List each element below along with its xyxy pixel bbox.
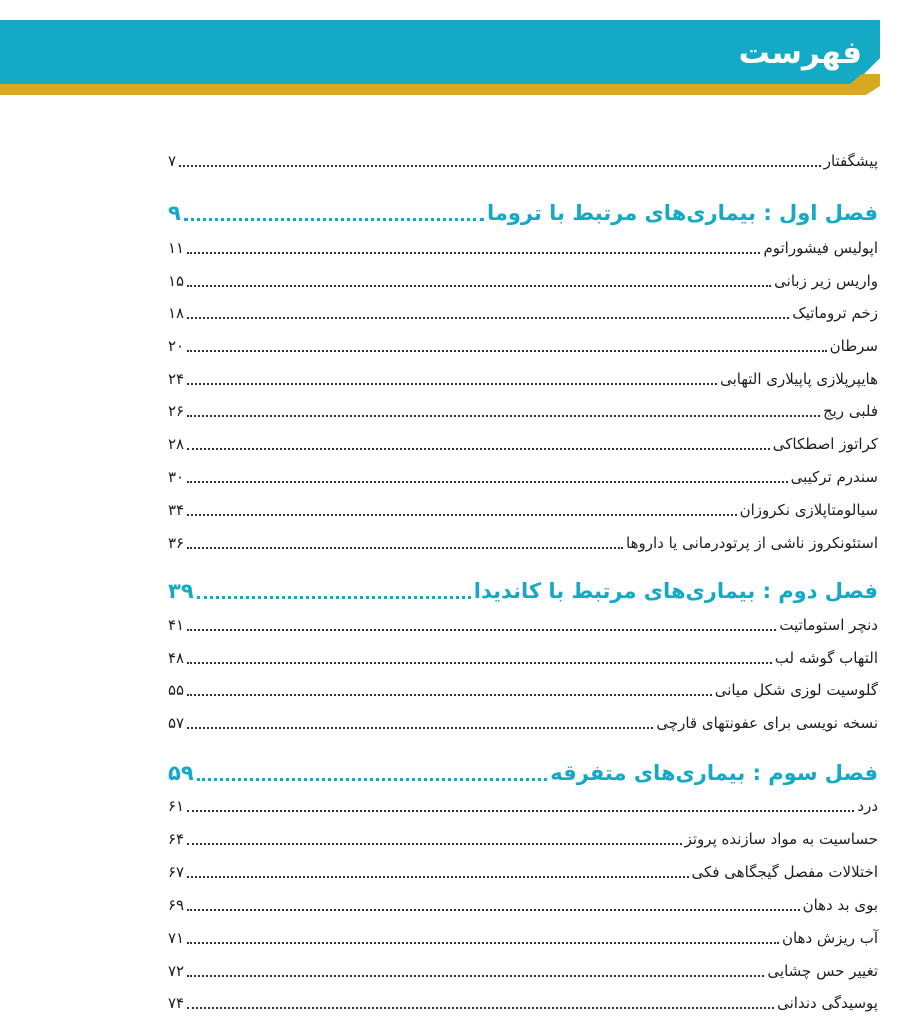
toc-page-number: ۲۴ xyxy=(168,370,185,388)
toc-leader-dots xyxy=(187,481,787,483)
toc-entry-label: درد xyxy=(857,797,878,815)
toc-entry[interactable] xyxy=(168,828,878,850)
toc-leader-dots xyxy=(187,285,771,287)
toc-page-number: ۴۱ xyxy=(168,616,185,634)
toc-page-number: ۵۷ xyxy=(168,714,185,732)
toc-leader-dots xyxy=(187,694,712,696)
toc-leader-dots xyxy=(187,975,764,977)
toc-page-number: ۳۰ xyxy=(168,468,185,486)
toc-entry[interactable] xyxy=(168,400,878,422)
toc-entry-label: پیشگفتار xyxy=(823,152,878,170)
toc-entry[interactable] xyxy=(168,433,878,455)
toc-chapter-3[interactable] xyxy=(168,758,878,788)
toc-entry-label: استئونکروز ناشی از پرتودرمانی یا داروها xyxy=(626,534,878,552)
toc-leader-dots xyxy=(187,252,760,254)
toc-entry[interactable] xyxy=(168,368,878,390)
toc-leader-dots xyxy=(187,629,776,631)
toc-leader-dots xyxy=(179,165,821,167)
toc-entry[interactable] xyxy=(168,679,878,701)
toc-leader-dots xyxy=(187,547,623,549)
toc-page-number: ۵۵ xyxy=(168,681,185,699)
toc-entry[interactable] xyxy=(168,237,878,259)
toc-page-number: ۷ xyxy=(168,152,177,170)
toc-leader-dots xyxy=(187,415,820,417)
chapter-title: فصل دوم : بیماری‌های مرتبط با کاندیدا xyxy=(473,579,878,603)
toc-leader-dots xyxy=(187,317,789,319)
toc-leader-dots xyxy=(187,514,736,516)
toc-entry-label: بوی بد دهان xyxy=(802,896,878,914)
toc-entry-label: حساسیت به مواد سازنده پروتز xyxy=(684,830,878,848)
toc-entry-label: هایپرپلازی پاپیلاری التهابی xyxy=(720,370,878,388)
toc-page-number: ۷۱ xyxy=(168,929,185,947)
toc-leader-dots xyxy=(187,350,827,352)
toc-entry[interactable] xyxy=(168,992,878,1014)
toc-leader-dots xyxy=(187,876,688,878)
toc-entry-label: سرطان xyxy=(829,337,878,355)
toc-entry[interactable] xyxy=(168,712,878,734)
chapter-page-number: ۹ xyxy=(168,201,181,225)
toc-leader-dots xyxy=(187,942,779,944)
toc-leader-dots xyxy=(187,727,653,729)
toc-entry-label: کراتوز اصطکاکی xyxy=(772,435,878,453)
toc-page-number: ۳۴ xyxy=(168,501,185,519)
toc-page-number: ۲۸ xyxy=(168,435,185,453)
chapter-page-number: ۳۹ xyxy=(168,579,194,603)
toc-page-number: ۷۴ xyxy=(168,994,185,1012)
toc-entry[interactable] xyxy=(168,499,878,521)
toc-page-number: ۶۷ xyxy=(168,863,185,881)
toc-page-number: ۱۱ xyxy=(168,239,185,257)
toc-leader-dots xyxy=(197,596,471,599)
toc-leader-dots xyxy=(187,448,770,450)
toc-page-number: ۲۰ xyxy=(168,337,185,355)
toc-entry[interactable] xyxy=(168,647,878,669)
toc-entry-label: نسخه نویسی برای عفونتهای قارچی xyxy=(656,714,878,732)
toc-entry[interactable] xyxy=(168,270,878,292)
toc-entry-label: دنچر استوماتیت xyxy=(779,616,878,634)
toc-entry-label: التهاب گوشه لب xyxy=(774,649,878,667)
toc-entry-label: فلبی ریج xyxy=(822,402,878,420)
toc-page-number: ۶۹ xyxy=(168,896,185,914)
page-title: فهرست xyxy=(738,35,862,71)
chapter-title: فصل سوم : بیماری‌های متفرقه xyxy=(550,761,878,785)
toc-entry[interactable] xyxy=(168,861,878,883)
toc-leader-dots xyxy=(187,810,854,812)
toc-entry[interactable] xyxy=(168,532,878,554)
toc-entry-label: تغییر حس چشایی xyxy=(767,962,878,980)
toc-leader-dots xyxy=(187,662,772,664)
toc-entry-label: اپولیس فیشوراتوم xyxy=(763,239,878,257)
chapter-title: فصل اول : بیماری‌های مرتبط با تروما xyxy=(486,201,878,225)
toc-entry-label: زخم تروماتیک xyxy=(792,304,878,322)
toc-entry[interactable] xyxy=(168,960,878,982)
toc-chapter-2[interactable] xyxy=(168,576,878,606)
toc-leader-dots xyxy=(187,383,717,385)
toc-page-number: ۶۱ xyxy=(168,797,185,815)
toc-entry[interactable] xyxy=(168,894,878,916)
toc-leader-dots xyxy=(197,778,548,781)
toc-page-number: ۱۵ xyxy=(168,272,185,290)
toc-leader-dots xyxy=(184,218,484,221)
toc-entry[interactable] xyxy=(168,335,878,357)
toc-preface[interactable] xyxy=(168,150,878,172)
toc-entry-label: گلوسیت لوزی شکل میانی xyxy=(714,681,878,699)
toc-entry[interactable] xyxy=(168,795,878,817)
toc-chapter-1[interactable] xyxy=(168,198,878,228)
toc-entry[interactable] xyxy=(168,466,878,488)
toc-entry-label: سندرم ترکیبی xyxy=(790,468,878,486)
toc-entry[interactable] xyxy=(168,614,878,636)
toc-entry-label: سیالومتاپلازی نکروزان xyxy=(739,501,878,519)
toc-page-number: ۴۸ xyxy=(168,649,185,667)
chapter-page-number: ۵۹ xyxy=(168,761,194,785)
toc-entry-label: پوسیدگی دندانی xyxy=(777,994,878,1012)
toc-leader-dots xyxy=(187,843,681,845)
toc-entry[interactable] xyxy=(168,927,878,949)
toc-page-number: ۱۸ xyxy=(168,304,185,322)
toc-page-number: ۷۲ xyxy=(168,962,185,980)
toc-page-number: ۶۴ xyxy=(168,830,185,848)
toc-page-number: ۲۶ xyxy=(168,402,185,420)
toc-entry-label: آب ریزش دهان xyxy=(781,929,878,947)
toc-leader-dots xyxy=(187,909,799,911)
toc-leader-dots xyxy=(187,1007,774,1009)
toc-page-number: ۳۶ xyxy=(168,534,185,552)
toc-entry-label: اختلالات مفصل گیجگاهی فکی xyxy=(691,863,878,881)
toc-entry-label: واریس زیر زبانی xyxy=(774,272,878,290)
toc-entry[interactable] xyxy=(168,302,878,324)
